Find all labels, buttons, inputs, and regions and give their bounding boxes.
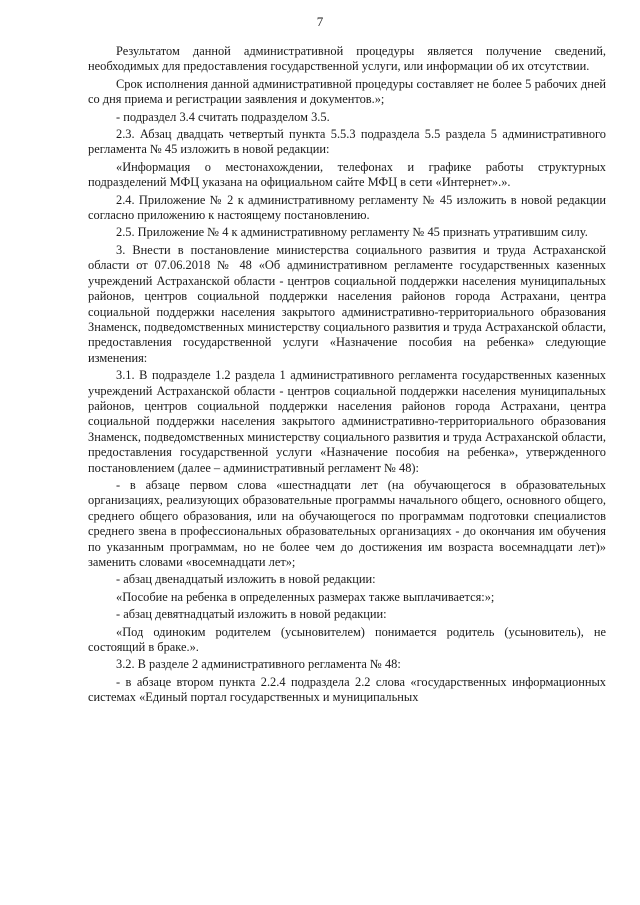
paragraph: - подраздел 3.4 считать подразделом 3.5. (116, 109, 330, 124)
paragraph: - в абзаце втором пункта 2.2.4 подраздела 2.2 слова «государственных информационных системах «Единый портал государственных и муниципальных (88, 674, 606, 705)
paragraph: 3. Внести в постановление министерства социального развития и труда Астраханской области от 07.06.2018 № 48 «Об административном регламенте государственных казенных учреждений Астраханской области - центров социальной поддержки населения муниципальных районов, центров социальной поддержки населения районов города Астрахани, центра социальной поддержки населения закрытого административно-территориального образования Знаменск, подведомственных министерству социального развития и труда Астраханской области, предоставления государственной услуги «Назначение пособия на ребенка» следующие изменения: (88, 242, 606, 365)
document-body (88, 44, 606, 708)
paragraph: «Пособие на ребенка в определенных размерах также выплачивается:»; (116, 589, 495, 604)
paragraph: - абзац девятнадцатый изложить в новой редакции: (116, 607, 387, 622)
paragraph: «Под одиноким родителем (усыновителем) понимается родитель (усыновитель), не состоящий в браке.». (88, 624, 606, 655)
paragraph: 2.5. Приложение № 4 к административному регламенту № 45 признать утратившим силу. (116, 225, 588, 240)
paragraph: - в абзаце первом слова «шестнадцати лет (на обучающегося в образовательных организациях, реализующих образовательные программы начального общего, основного общего, среднего общего образования, или на обучающегося по программам подготовки специалистов среднего звена в профессиональных образовательных организациях - до окончания им обучения по указанным программам, но не более чем до достижения им возраста восемнадцати лет)» заменить словами «восемнадцати лет»; (88, 477, 606, 569)
paragraph: 2.3. Абзац двадцать четвертый пункта 5.5.3 подраздела 5.5 раздела 5 административного регламента № 45 изложить в новой редакции: (88, 127, 606, 157)
paragraph: 2.4. Приложение № 2 к административному регламенту № 45 изложить в новой редакции согласно приложению к настоящему постановлению. (88, 192, 606, 223)
paragraph: Срок исполнения данной административной процедуры составляет не более 5 рабочих дней со дня приема и регистрации заявления и документов.»; (88, 76, 606, 107)
paragraph: - абзац двенадцатый изложить в новой редакции: (116, 572, 376, 587)
paragraph: «Информация о местонахождении, телефонах и графике работы структурных подразделений МФЦ указана на официальном сайте МФЦ в сети «Интернет».». (88, 159, 606, 190)
paragraph: Результатом данной административной процедуры является получение сведений, необходимых для предоставления государственной услуги, или информации об их отсутствии. (88, 44, 606, 74)
paragraph: 3.2. В разделе 2 административного регламента № 48: (116, 657, 401, 672)
paragraph: 3.1. В подразделе 1.2 раздела 1 административного регламента государственных казенных учреждений Астраханской области - центров социальной поддержки населения муниципальных районов, центров социальной поддержки населения районов города Астрахани, центра социальной поддержки населения закрытого административно-территориального образования Знаменск, подведомственных министерству социального развития и труда Астраханской области, предоставления государственной услуги «Назначение пособия на ребенка», утвержденного постановлением (далее – административный регламент № 48): (88, 368, 606, 475)
page-number: 7 (316, 14, 324, 29)
